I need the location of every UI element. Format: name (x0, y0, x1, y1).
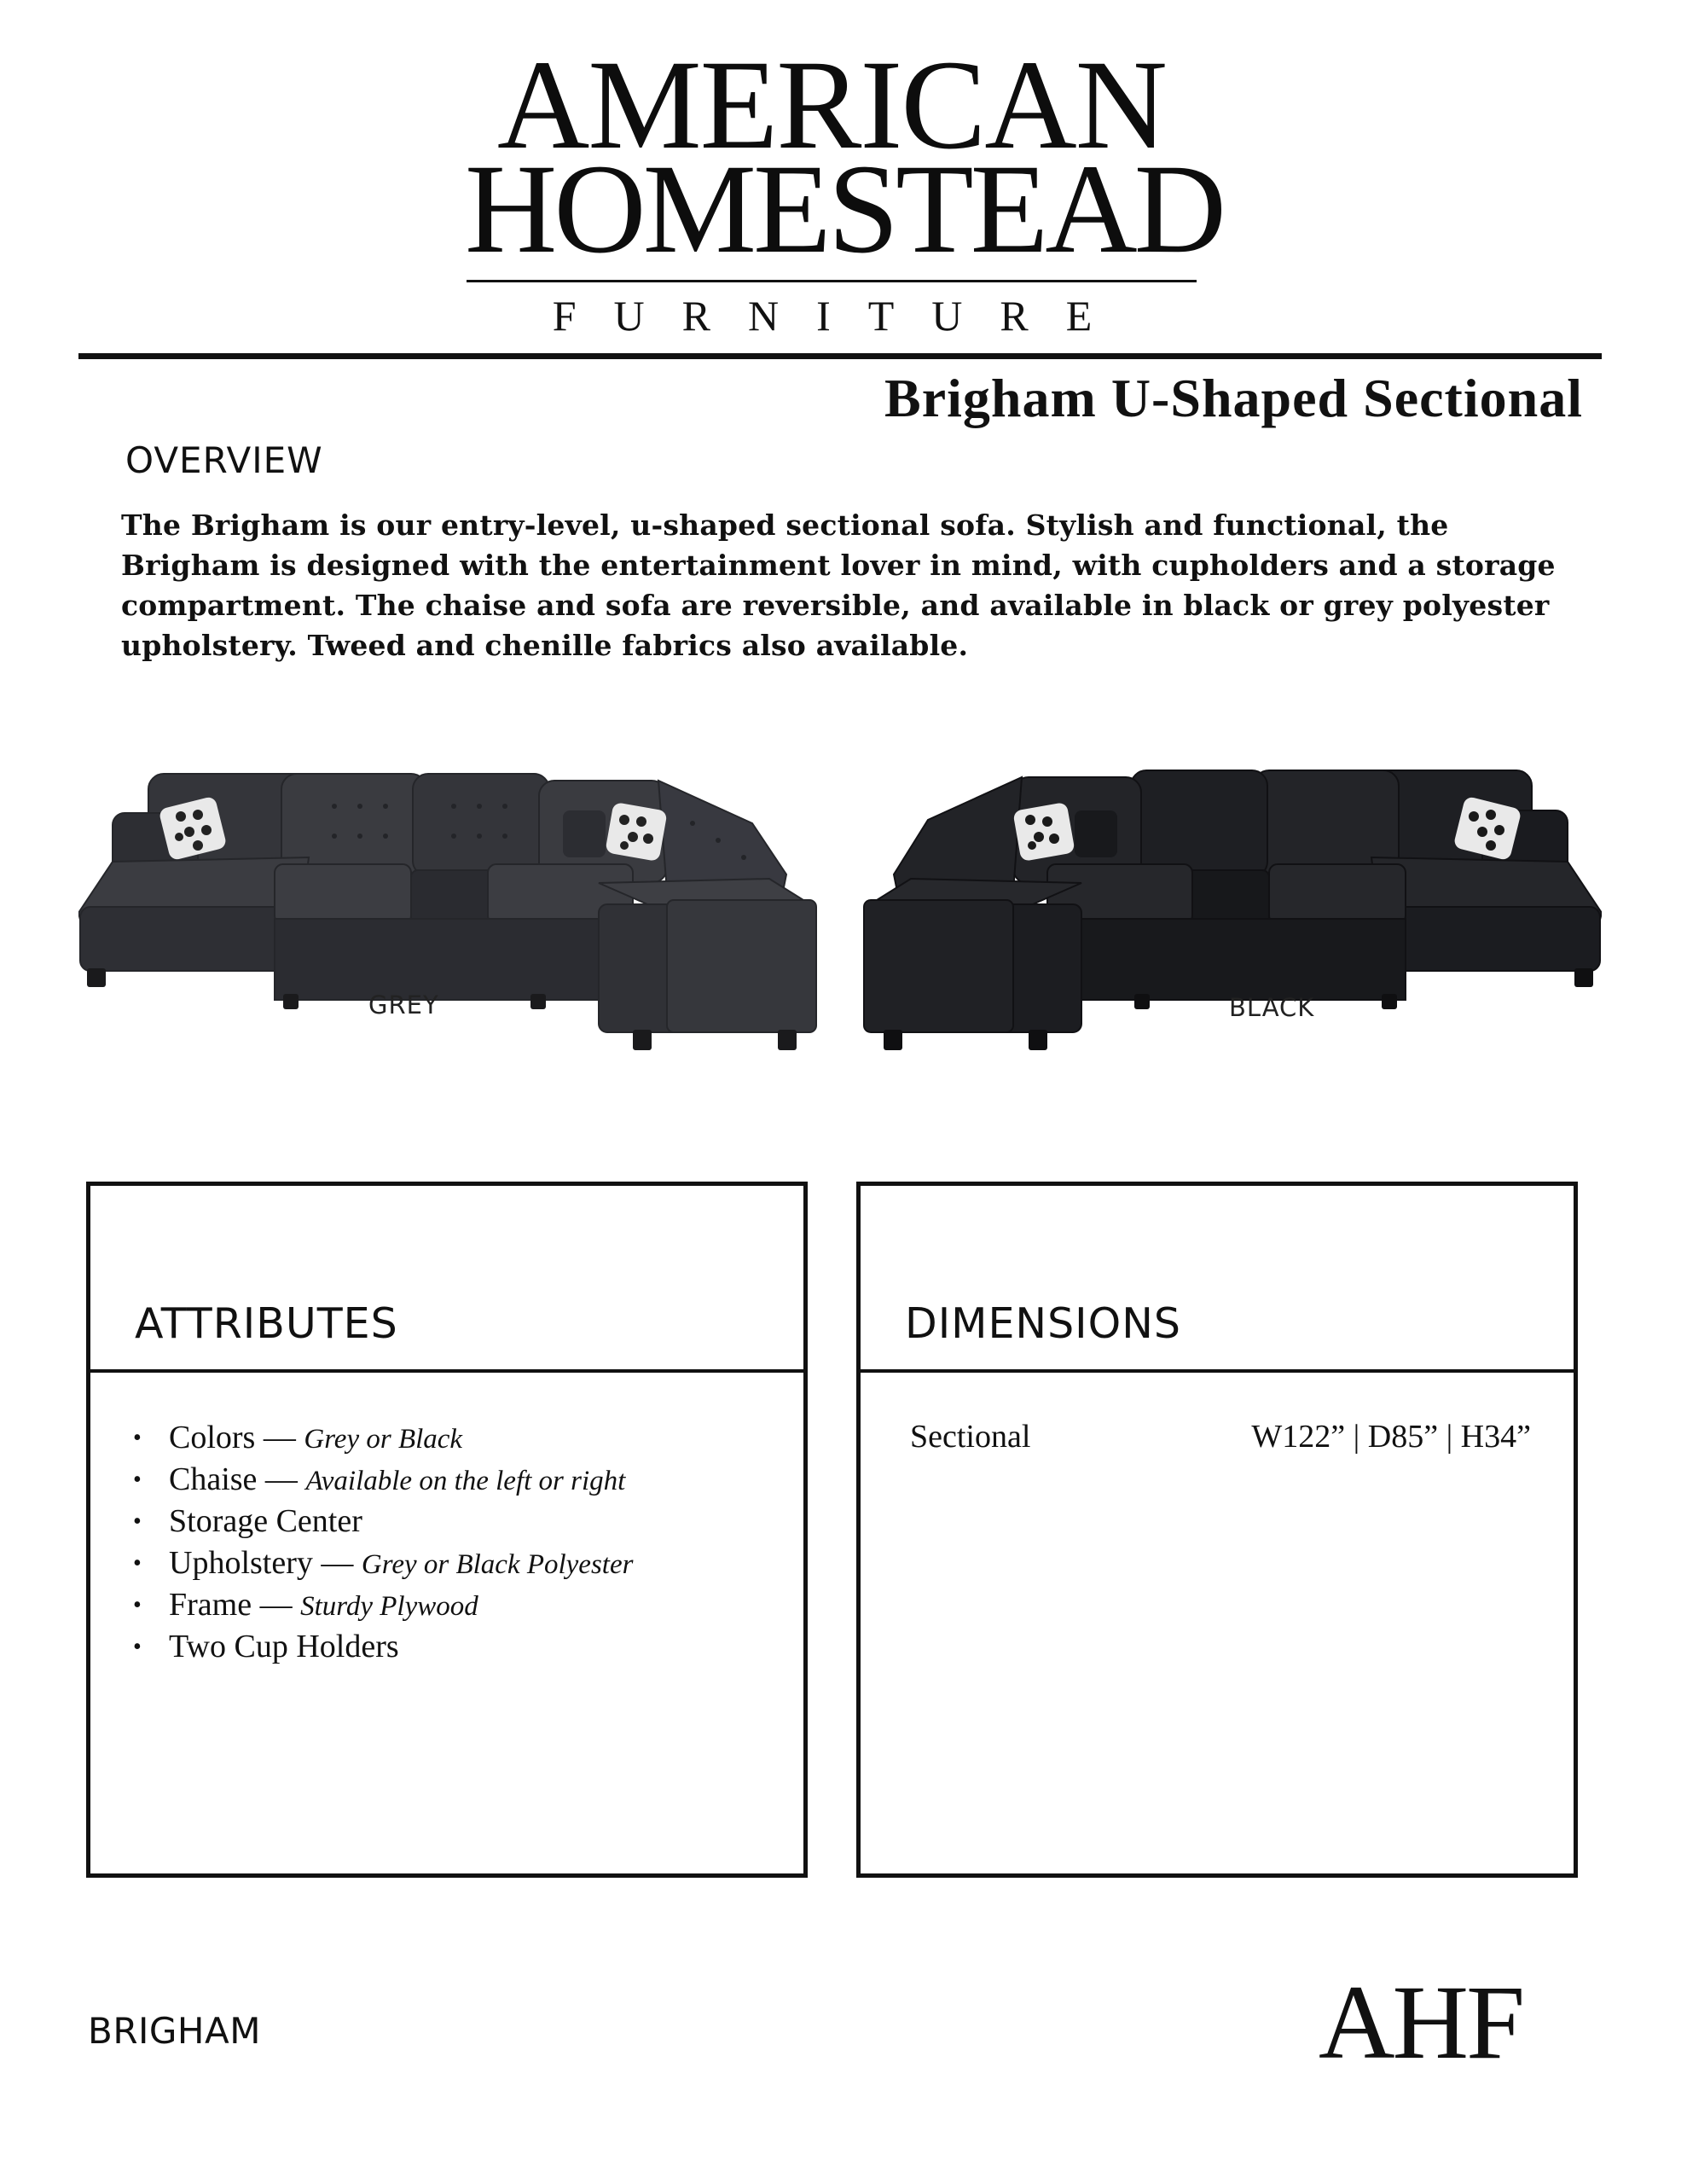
dimensions-heading: DIMENSIONS (905, 1299, 1181, 1348)
attribute-key: Chaise — (169, 1461, 306, 1497)
attribute-item (133, 1460, 633, 1502)
sectional-photo-grey (78, 764, 829, 1062)
attribute-key: Upholstery — (169, 1545, 362, 1581)
attribute-item (133, 1502, 633, 1543)
attribute-value: Grey or Black (304, 1424, 463, 1455)
overview-heading: OVERVIEW (125, 439, 323, 481)
attribute-key: Two Cup Holders (169, 1629, 399, 1664)
sectional-photo-black (851, 764, 1602, 1062)
logo-line-american: AMERICAN (496, 34, 1167, 176)
attributes-list (133, 1418, 633, 1669)
logo-rule (467, 280, 1197, 282)
photo-label-black: BLACK (1229, 993, 1315, 1022)
attribute-item (133, 1418, 633, 1460)
attribute-key: Storage Center (169, 1503, 362, 1539)
attribute-value: Sturdy Plywood (300, 1591, 478, 1622)
dimension-values: W122” | D85” | H34” (1251, 1419, 1531, 1455)
attributes-panel (86, 1182, 808, 1878)
dimensions-header (861, 1186, 1574, 1373)
attribute-key: Frame — (169, 1587, 301, 1623)
header-divider (78, 353, 1602, 359)
attribute-item (133, 1585, 633, 1627)
footer-brand-mark: AHF (1319, 1964, 1523, 2081)
attribute-key: Colors — (169, 1420, 304, 1455)
attribute-item (133, 1543, 633, 1585)
attributes-header (90, 1186, 803, 1373)
attributes-heading: ATTRIBUTES (135, 1299, 398, 1348)
logo-line-homestead: HOMESTEAD (465, 138, 1223, 280)
photo-label-grey: GREY (368, 990, 439, 1019)
dimension-name: Sectional (910, 1419, 1031, 1455)
attribute-value: Grey or Black Polyester (361, 1549, 634, 1580)
overview-text: The Brigham is our entry-level, u-shaped sectional sofa. Stylish and functional, the Brigham is designed with the entertainment lover in mind, with cupholders and a storage compartment. The chaise and sofa are reversible, and available in black or grey polyester upholstery. Tweed and chenille fabrics also available. (121, 508, 1556, 662)
sofa-illustration-black (851, 764, 1602, 1062)
dimensions-panel (856, 1182, 1578, 1878)
product-title: Brigham U-Shaped Sectional (884, 368, 1583, 428)
logo-line-furniture: FURNITURE (552, 292, 1130, 340)
brand-logo (465, 34, 1223, 340)
footer-product-name: BRIGHAM (88, 2010, 261, 2052)
sofa-illustration-grey (78, 764, 829, 1062)
attribute-item (133, 1627, 633, 1669)
attribute-value: Available on the left or right (305, 1466, 626, 1496)
